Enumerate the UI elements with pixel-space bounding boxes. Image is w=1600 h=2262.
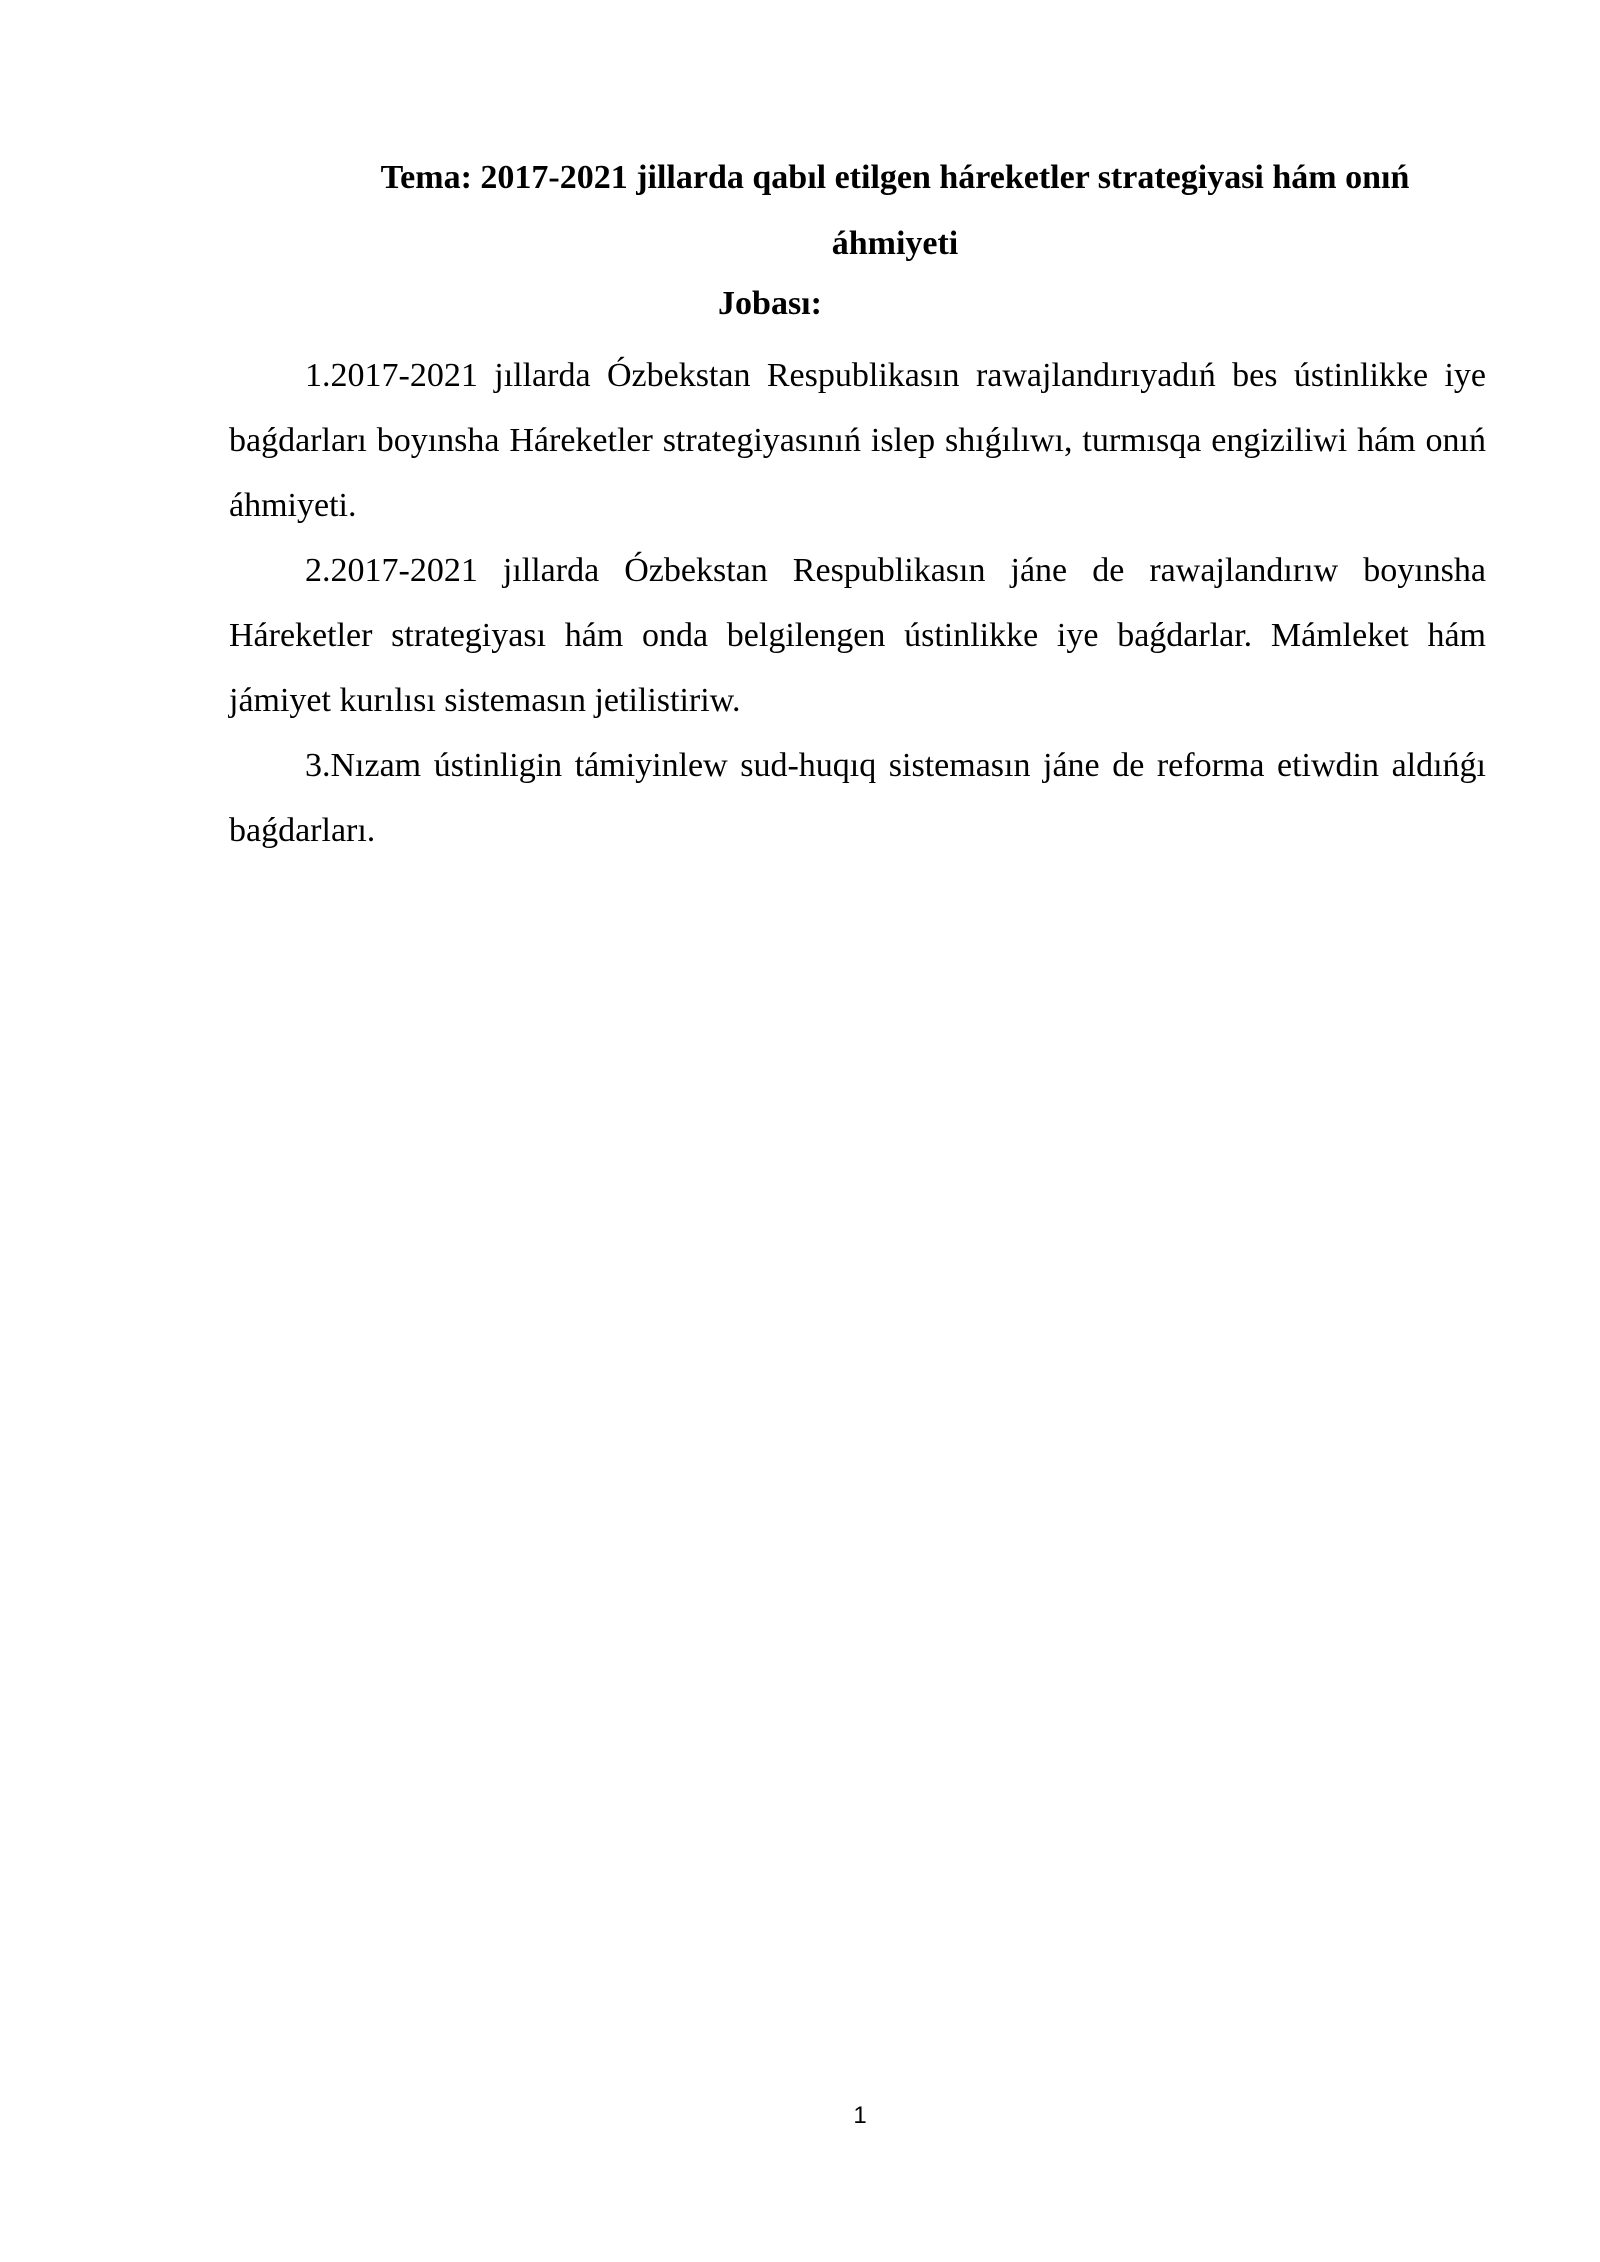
plan-item-1: 1.2017-2021 jıllarda Ózbekstan Respublikasın rawajlandırıyadıń bes ústinlikke iye baǵdarları boyınsha Háreketler strategiyasınıń islep shıǵılıwı, turmısqa engiziliwi hám onıń áhmiyeti. (229, 357, 1486, 524)
document-body (229, 343, 1486, 863)
document-title: Tema: 2017-2021 jillarda qabıl etilgen háreketler strategiyasi hám onıń áhmiyeti (380, 159, 1410, 262)
page-number: 1 (853, 2102, 867, 2129)
plan-item-2: 2.2017-2021 jıllarda Ózbekstan Respublikasın jáne de rawajlandırıw boyınsha Háreketler strategiyası hám onda belgilengen ústinlikke iye baǵdarlar. Mámleket hám jámiyet kurılısı sistemasın jetilistiriw. (229, 552, 1486, 719)
plan-heading: Jobası: (718, 285, 822, 322)
plan-item-3: 3.Nızam ústinligin támiyinlew sud-huqıq sistemasın jáne de reforma etiwdin aldıńǵı baǵdarları. (229, 747, 1486, 849)
